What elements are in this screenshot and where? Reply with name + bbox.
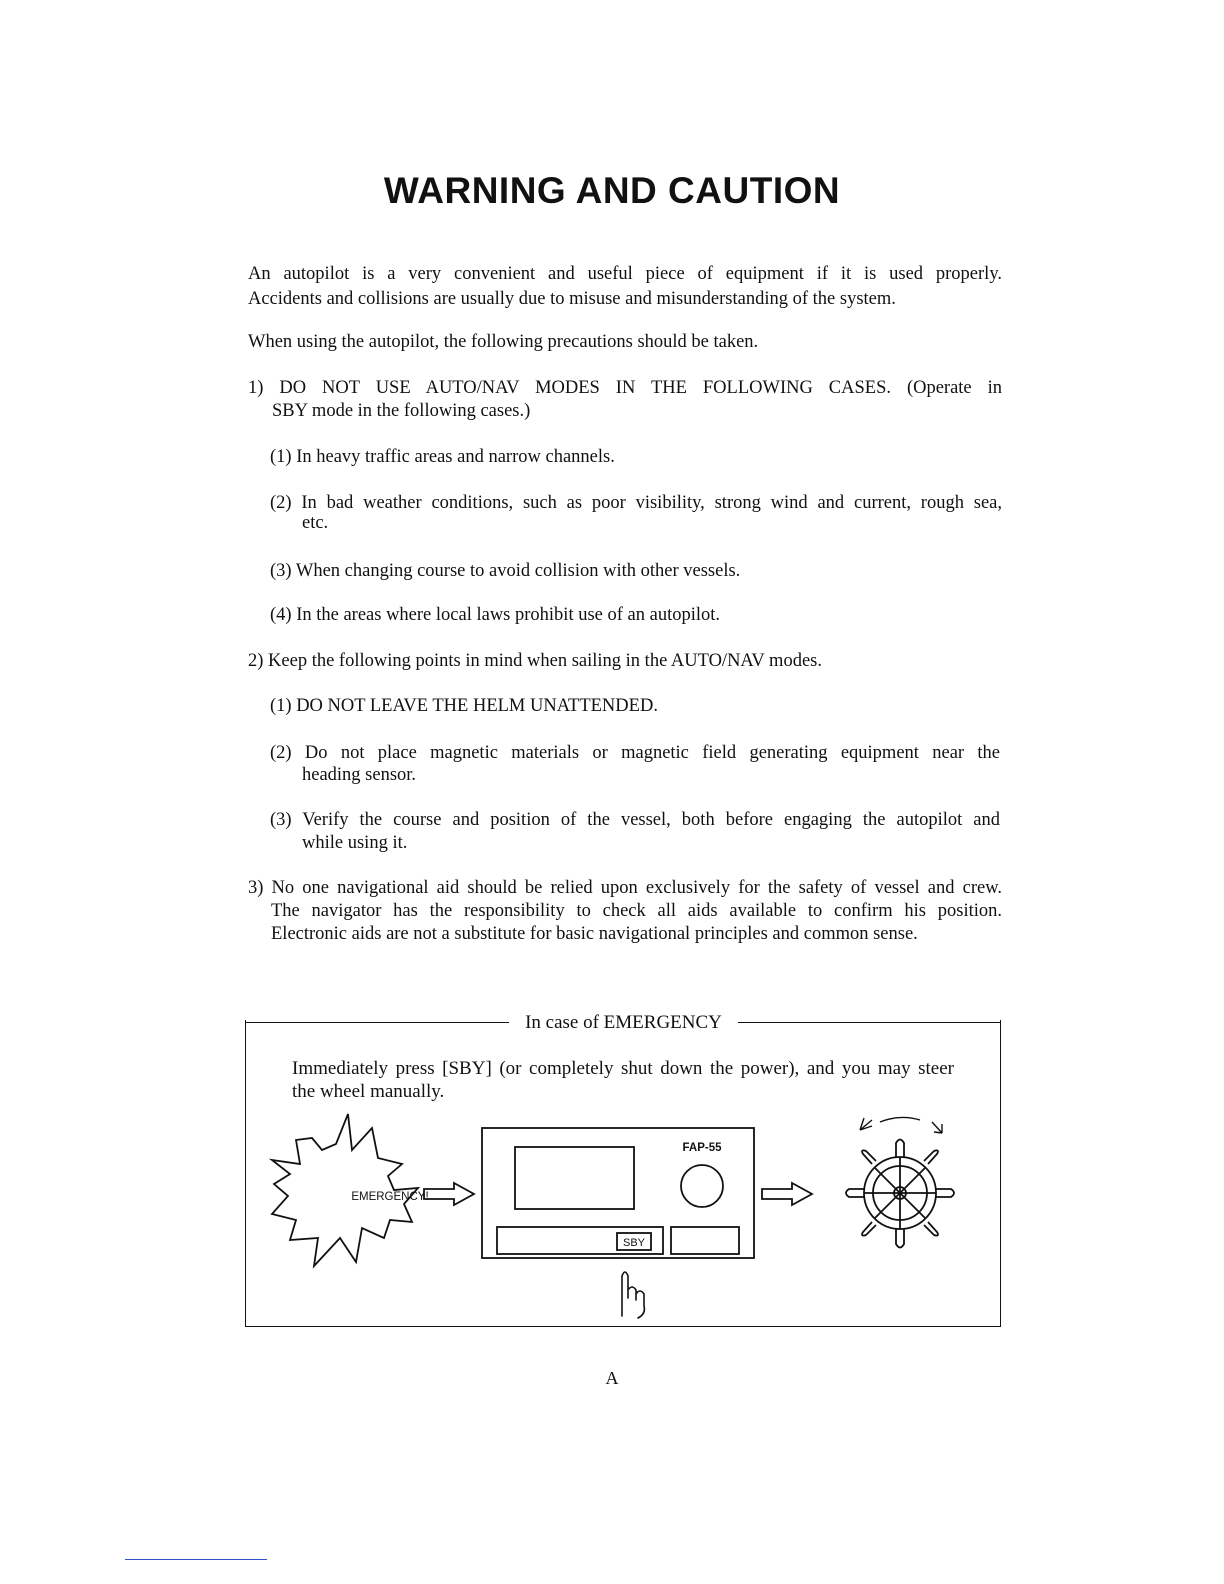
section-2-item-3: (3) Verify the course and position of the vessel, both before engaging the autopilot and	[270, 810, 1000, 830]
unit-model-label: FAP-55	[682, 1142, 722, 1154]
ship-wheel-icon	[846, 1140, 954, 1248]
autopilot-display	[515, 1147, 634, 1209]
autopilot-knob	[681, 1165, 723, 1207]
pointing-hand-icon	[622, 1272, 644, 1318]
intro-line-1: An autopilot is a very convenient and useful piece of equipment if it is used properly.	[248, 264, 1002, 284]
section-2-item-1: (1) DO NOT LEAVE THE HELM UNATTENDED.	[270, 696, 658, 716]
section-2-item-2-cont: heading sensor.	[302, 765, 417, 785]
section-2-item-2: (2) Do not place magnetic materials or magnetic field generating equipment near the	[270, 743, 1000, 763]
emergency-burst-label: EMERGENCY!	[351, 1191, 429, 1203]
page-number: A	[605, 1368, 619, 1388]
section-1-item-1: (1) In heavy traffic areas and narrow channels.	[270, 447, 615, 467]
section-3-line-2: The navigator has the responsibility to check all aids available to confirm his position.	[271, 901, 1002, 921]
section-2-heading: 2) Keep the following points in mind when sailing in the AUTO/NAV modes.	[248, 651, 822, 671]
footer-rule	[125, 1559, 267, 1560]
section-1-item-4: (4) In the areas where local laws prohibit use of an autopilot.	[270, 605, 721, 625]
precaution-intro: When using the autopilot, the following precautions should be taken.	[248, 332, 759, 352]
page-title: WARNING AND CAUTION	[383, 170, 841, 211]
autopilot-key-right	[671, 1227, 739, 1254]
rotate-arrows-icon	[860, 1117, 942, 1133]
emergency-line-2: the wheel manually.	[292, 1081, 445, 1102]
emergency-burst-icon	[272, 1114, 418, 1266]
arrow-right-icon-2	[762, 1183, 812, 1205]
section-3-line-3: Electronic aids are not a substitute for basic navigational principles and common sense.	[271, 924, 918, 944]
section-1-item-3: (3) When changing course to avoid collision with other vessels.	[270, 561, 741, 581]
section-1-heading: 1) DO NOT USE AUTO/NAV MODES IN THE FOLLOWING CASES. (Operate in	[248, 378, 1002, 398]
emergency-line-1: Immediately press [SBY] (or completely shut down the power), and you may steer	[292, 1058, 954, 1079]
intro-line-2: Accidents and collisions are usually due to misuse and misunderstanding of the system.	[248, 289, 896, 309]
sby-key-label: SBY	[622, 1237, 646, 1249]
arrow-right-icon	[424, 1183, 474, 1205]
section-1-item-2-cont: etc.	[302, 513, 329, 533]
section-1-heading-cont: SBY mode in the following cases.)	[272, 401, 531, 421]
emergency-box-title: In case of EMERGENCY	[525, 1012, 722, 1033]
section-3-line-1: 3) No one navigational aid should be relied upon exclusively for the safety of vessel and crew.	[248, 878, 1002, 898]
section-1-item-2: (2) In bad weather conditions, such as poor visibility, strong wind and current, rough sea,	[270, 493, 1002, 513]
section-2-item-3-cont: while using it.	[302, 833, 408, 853]
